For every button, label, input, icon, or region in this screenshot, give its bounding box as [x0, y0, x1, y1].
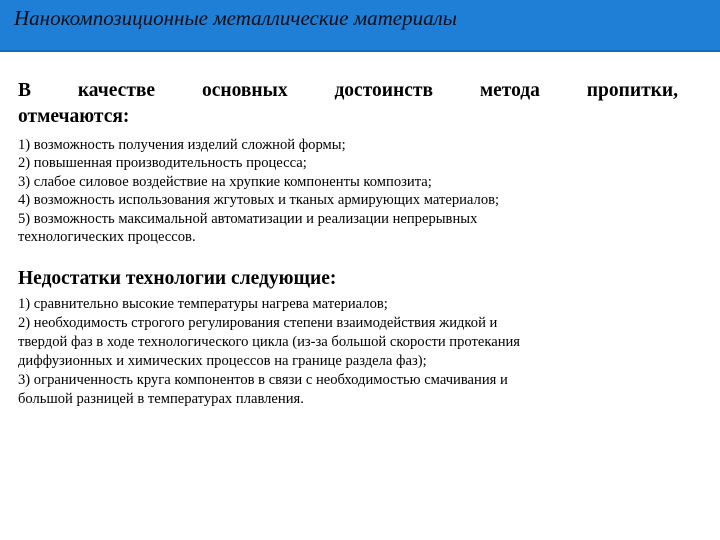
- advantage-item: 4) возможность использования жгутовых и тканых армирующих материалов;: [18, 192, 500, 209]
- disadvantage-line: твердой фаз в ходе технологического цикла (из-за большой скорости протекания: [18, 334, 521, 351]
- disadvantage-line: 1) сравнительно высокие температуры нагрева материалов;: [18, 296, 388, 313]
- advantages-list: [18, 136, 686, 246]
- slide-content: [18, 78, 686, 409]
- advantage-item-continuation: технологических процессов.: [18, 229, 196, 246]
- intro-word: качестве: [77, 80, 156, 101]
- advantages-intro: [18, 78, 686, 130]
- advantages-intro-line-1: [18, 78, 678, 104]
- slide-title: Нанокомпозиционные металлические материалы: [14, 6, 457, 30]
- advantage-item: 1) возможность получения изделий сложной формы;: [18, 137, 346, 153]
- intro-word: В: [18, 80, 32, 101]
- intro-word: достоинств: [334, 80, 434, 101]
- intro-word: пропитки,: [586, 80, 678, 101]
- disadvantage-line: 2) необходимость строгого регулирования степени взаимодействия жидкой и: [18, 315, 498, 332]
- advantages-intro-line-2: отмечаются:: [18, 106, 130, 127]
- disadvantage-line: 3) ограниченность круга компонентов в связи с необходимостью смачивания и: [18, 372, 508, 389]
- advantage-item: 2) повышенная производительность процесса;: [18, 155, 307, 172]
- disadvantage-line: диффузионных и химических процессов на границе раздела фаз);: [18, 353, 427, 370]
- advantage-item: 5) возможность максимальной автоматизации и реализации непрерывных: [18, 210, 478, 227]
- disadvantages-list: [18, 295, 686, 409]
- title-bar: [0, 0, 720, 52]
- advantage-item: 3) слабое силовое воздействие на хрупкие компоненты композита;: [18, 173, 432, 190]
- intro-word: основных: [201, 80, 288, 101]
- intro-word: метода: [479, 80, 540, 101]
- disadvantages-heading: Недостатки технологии следующие:: [18, 268, 337, 290]
- disadvantage-line: большой разницей в температурах плавления.: [18, 391, 304, 408]
